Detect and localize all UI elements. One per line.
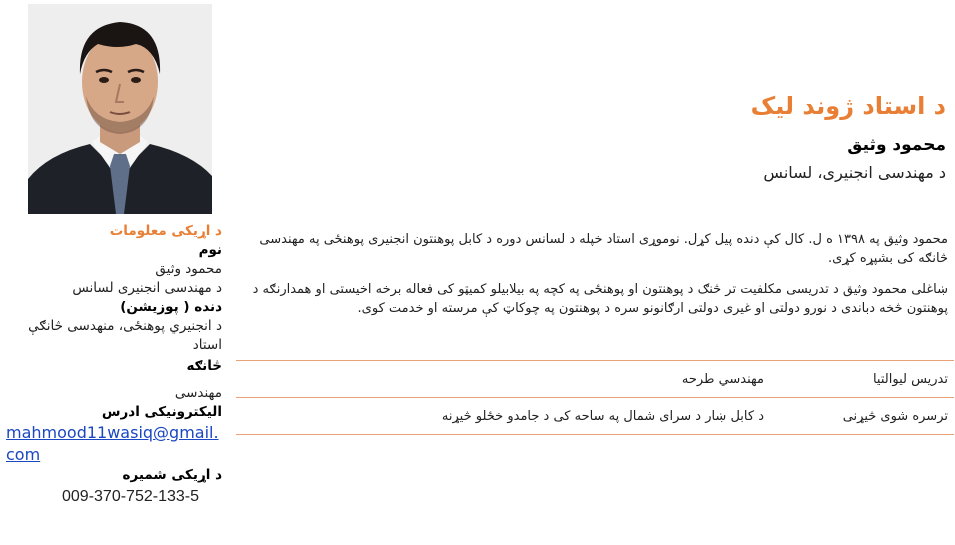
degree-value: د مهندسی انجنیری لسانس [72,280,222,296]
row-label: تدریس لیوالتیا [872,371,948,387]
row-value: د کابل ښار د سرای شمال په ساحه کی د جامدو خځلو څیړنه [441,408,764,424]
table-row [236,397,954,435]
teacher-name: محمود وثیق [847,135,946,155]
profile-photo [28,4,212,214]
email-label: الیکترونیکی ادرس [101,404,222,420]
contact-sidebar [0,222,222,506]
contact-heading: د اړیکی معلومات [109,223,222,239]
teacher-degree: د مهندسی انجنیری، لسانس [763,163,946,182]
name-label: نوم [198,242,222,258]
phone-label: د اړیکی شمیره [122,467,222,483]
row-label: ترسره شوی څیړنی [842,408,948,424]
phone-value: 009-370-752-133-5 [62,488,199,505]
department-value: مهندسی [174,385,222,401]
position-value: د انجنیري پوهنځی، منهدسی څانګې استاد [28,318,222,353]
bio-paragraph: محمود وثیق په ۱۳۹۸ ه ل. کال کې دنده پیل کړل. نوموړی استاد خپله د لسانس دوره د کابل پوهنتون انجنیری پوهنځی په مهندسی څانګه کی بشپړه کړی. [259,232,948,266]
position-label: دنده ( پوزیشن) [120,299,222,315]
info-table [236,360,954,435]
table-row [236,360,954,397]
bio-section [234,230,948,330]
row-value: مهندسي طرحه [681,371,764,387]
name-value: محمود وثیق [155,261,222,277]
page-title: د استاد ژوند لیک [750,92,946,120]
email-link[interactable]: mahmood11wasiq@gmail.com [6,423,219,464]
bio-paragraph: ښاغلی محمود وثیق د تدریسی مکلفیت تر څنګ د پوهنتون او پوهنځی په کچه په بیلابیلو کمیټو کی فعاله برخه اخیستی او همدارنګه د پوهنتون څخه دباندی د نورو دولتی او غیری دولتی ارګانونو سره د پوهنتون په چوکاټ کې مرسته او خدمت کوی. [252,282,948,316]
department-label: څانګه [186,358,222,374]
